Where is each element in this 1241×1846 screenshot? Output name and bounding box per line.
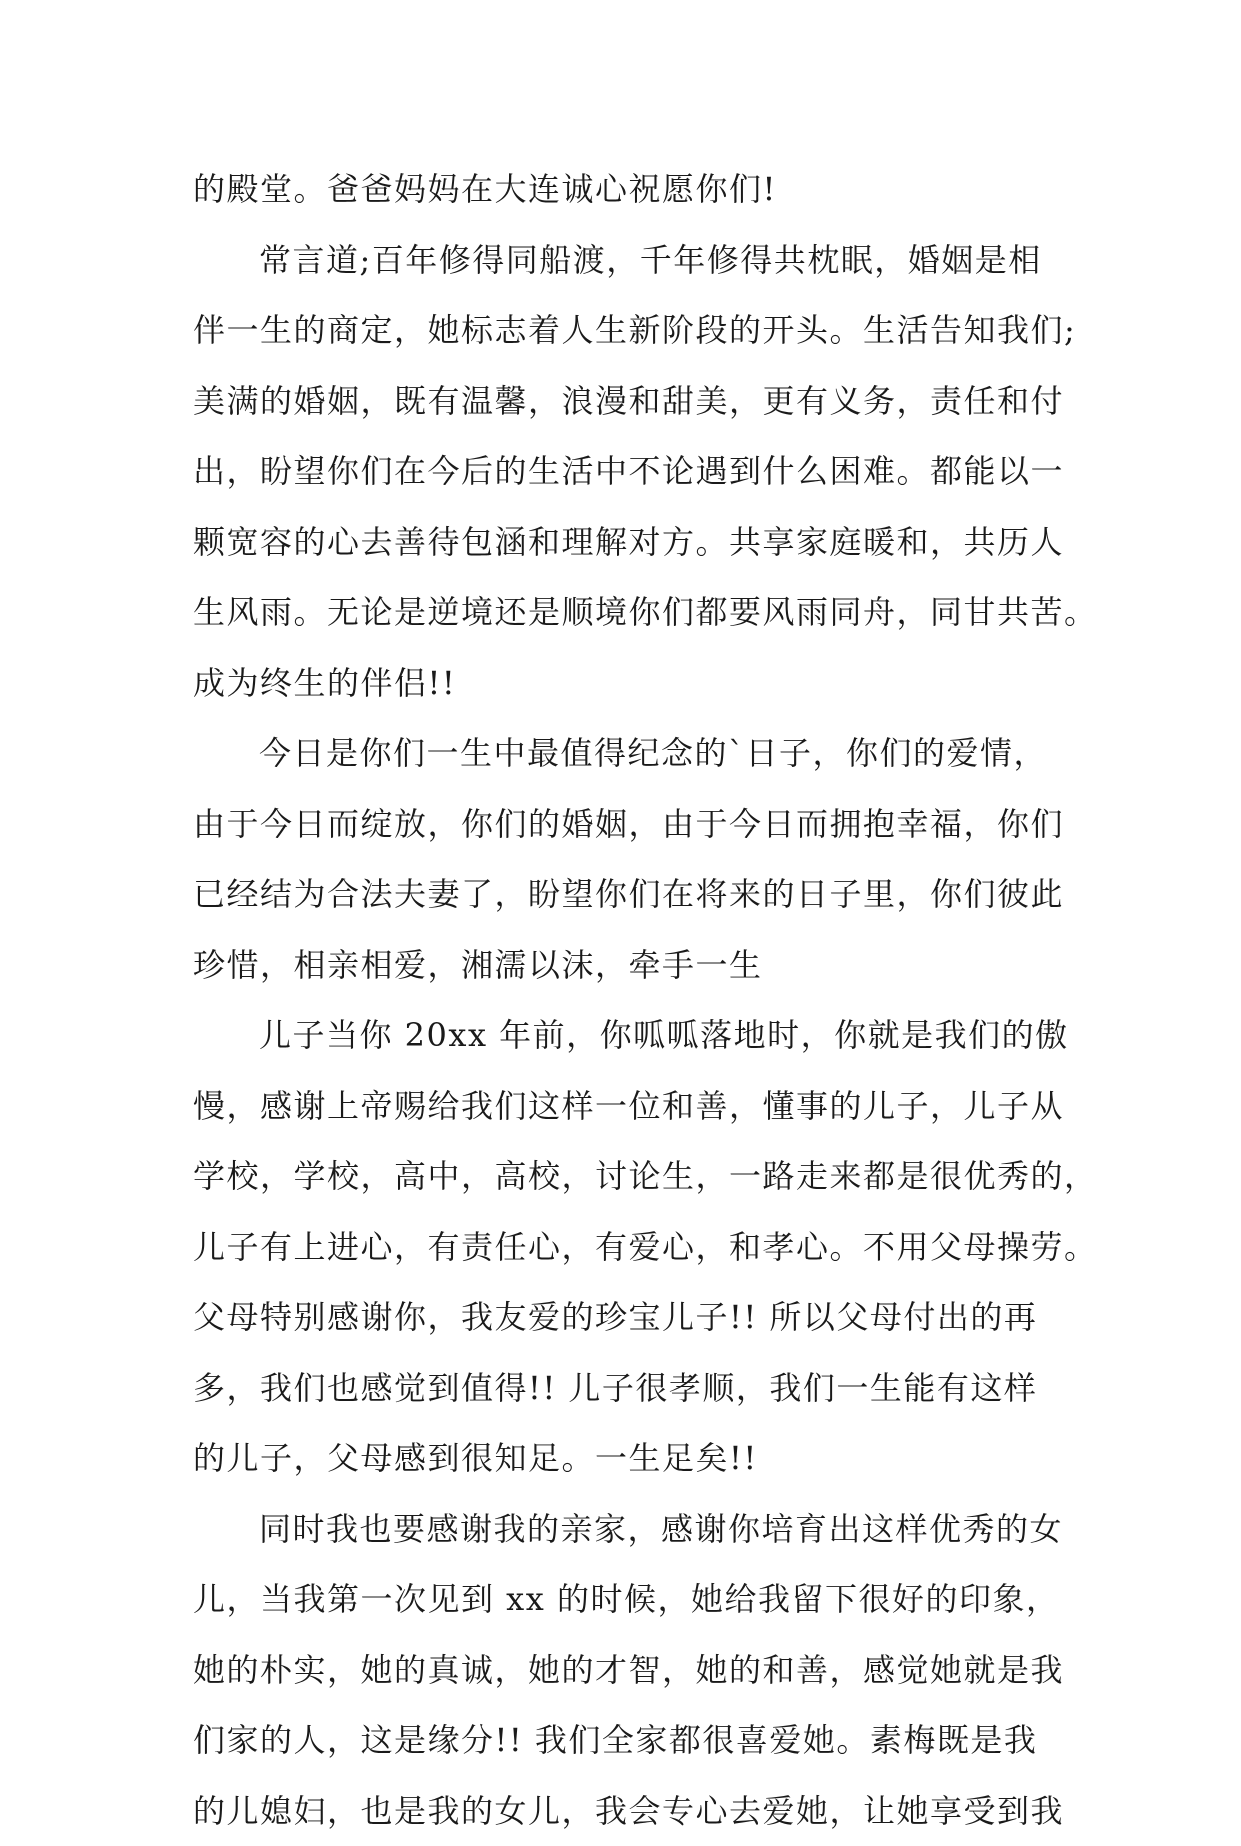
text-line: 的殿堂。爸爸妈妈在大连诚心祝愿你们!	[193, 154, 1055, 225]
text-line: 伴一生的商定，她标志着人生新阶段的开头。生活告知我们;	[193, 295, 1055, 366]
text-line: 父母特别感谢你，我友爱的珍宝儿子!! 所以父母付出的再	[193, 1282, 1055, 1353]
text-line: 由于今日而绽放，你们的婚姻，由于今日而拥抱幸福，你们	[193, 789, 1055, 860]
text-line: 儿，当我第一次见到 xx 的时候，她给我留下很好的印象，	[193, 1564, 1055, 1635]
text-line: 们家的人，这是缘分!! 我们全家都很喜爱她。素梅既是我	[193, 1705, 1055, 1776]
text-line: 珍惜，相亲相爱，湘濡以沫，牵手一生	[193, 930, 1055, 1001]
text-line: 多，我们也感觉到值得!! 儿子很孝顺，我们一生能有这样	[193, 1353, 1055, 1424]
text-line: 今日是你们一生中最值得纪念的`日子，你们的爱情，	[193, 718, 1055, 789]
text-line: 美满的婚姻，既有温馨，浪漫和甜美，更有义务，责任和付	[193, 366, 1055, 437]
text-line: 儿子当你 20xx 年前，你呱呱落地时，你就是我们的傲	[193, 1000, 1055, 1071]
body-text	[193, 154, 1055, 1846]
text-line: 儿子有上进心，有责任心，有爱心，和孝心。不用父母操劳。	[193, 1212, 1055, 1283]
text-line: 颗宽容的心去善待包涵和理解对方。共享家庭暖和，共历人	[193, 507, 1055, 578]
text-line: 生风雨。无论是逆境还是顺境你们都要风雨同舟，同甘共苦。	[193, 577, 1055, 648]
text-line: 常言道;百年修得同船渡，千年修得共枕眠，婚姻是相	[193, 225, 1055, 296]
text-line: 她的朴实，她的真诚，她的才智，她的和善，感觉她就是我	[193, 1635, 1055, 1706]
text-line: 的儿媳妇，也是我的女儿，我会专心去爱她，让她享受到我	[193, 1776, 1055, 1846]
text-line: 出，盼望你们在今后的生活中不论遇到什么困难。都能以一	[193, 436, 1055, 507]
text-line: 的儿子，父母感到很知足。一生足矣!!	[193, 1423, 1055, 1494]
text-line: 同时我也要感谢我的亲家，感谢你培育出这样优秀的女	[193, 1494, 1055, 1565]
text-line: 慢，感谢上帝赐给我们这样一位和善，懂事的儿子，儿子从	[193, 1071, 1055, 1142]
text-line: 已经结为合法夫妻了，盼望你们在将来的日子里，你们彼此	[193, 859, 1055, 930]
text-line: 成为终生的伴侣!!	[193, 648, 1055, 719]
text-line: 学校，学校，高中，高校，讨论生，一路走来都是很优秀的，	[193, 1141, 1055, 1212]
